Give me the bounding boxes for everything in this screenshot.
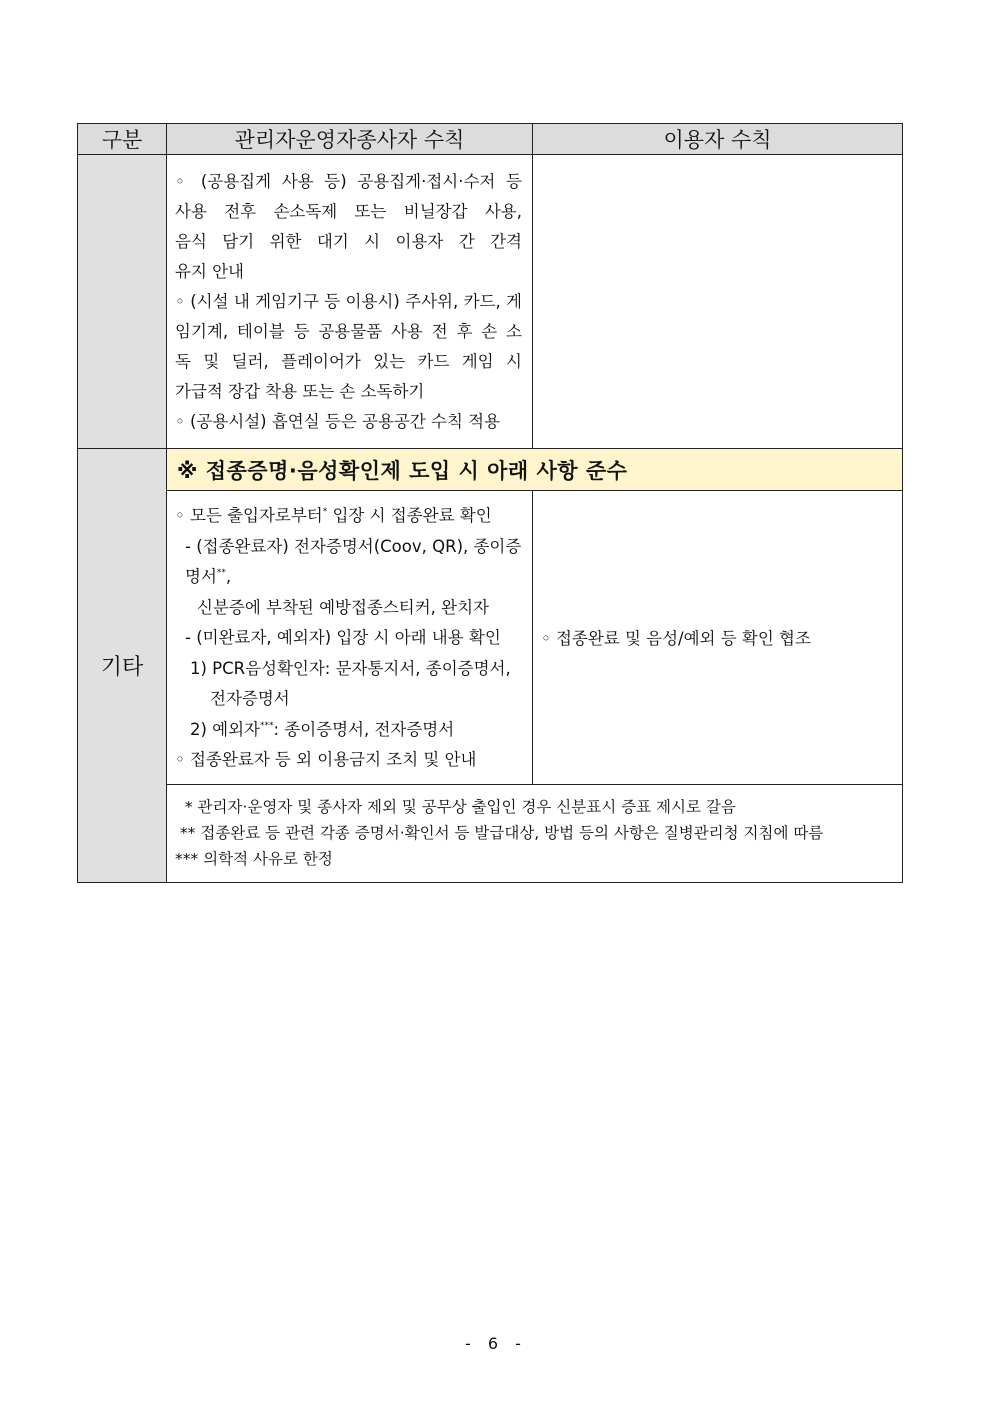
rule-line: 음식 담기 위한 대기 시 이용자 간 간격 <box>175 232 522 251</box>
rule-line-pcr: 1) PCR음성확인자: 문자통지서, 종이증명서, <box>190 658 511 678</box>
section2-operator-cell <box>167 491 533 785</box>
section1-category <box>78 155 167 449</box>
footnote-marker: * <box>322 507 328 517</box>
rule-line-vaccinated <box>175 532 524 593</box>
section1-operator-cell <box>167 155 533 449</box>
header-user-rules: 이용자 수칙 <box>533 124 903 155</box>
rule-line: 사용 전후 손소독제 또는 비닐장갑 사용, <box>175 202 522 221</box>
rule-item-smoking-room <box>175 407 522 437</box>
rule-text: 2) 예외자 <box>190 719 260 739</box>
rule-item-game-equipment <box>175 287 522 407</box>
footnote-1: * 관리자·운영자 및 종사자 제외 및 공무상 출입인 경우 신분표시 증표 제시로 갈음 <box>175 797 736 816</box>
rules-table <box>77 123 903 883</box>
rule-line: ◦ (공용시설) 흡연실 등은 공용공간 수칙 적용 <box>175 412 501 431</box>
footnote-3: *** 의학적 사유로 한정 <box>175 849 333 868</box>
rule-line-exempt <box>175 715 524 746</box>
header-category: 구분 <box>78 124 167 155</box>
rule-line: ◦ (공용집게 사용 등) 공용집게·접시·수저 등 <box>175 172 522 191</box>
section2-category: 기타 <box>78 449 167 883</box>
rule-line: 유지 안내 <box>175 262 245 281</box>
section1-row <box>78 155 903 449</box>
rule-text: : 종이증명서, 전자증명서 <box>273 719 455 739</box>
rule-line-prohibit: ◦ 접종완료자 등 외 이용금지 조치 및 안내 <box>175 750 477 769</box>
rule-item-shared-tongs <box>175 167 522 287</box>
section2-user-cell: ◦ 접종완료 및 음성/예외 등 확인 협조 <box>533 491 903 785</box>
rule-line: 임기계, 테이블 등 공용물품 사용 전 후 손 소 <box>175 322 522 341</box>
rule-line-entry-check <box>175 501 524 532</box>
rule-line: 독 및 딜러, 플레이어가 있는 카드 게임 시 <box>175 352 522 371</box>
rule-text: , <box>225 567 232 586</box>
footnotes-cell <box>167 784 903 882</box>
footnote-marker: ** <box>216 568 226 578</box>
section1-user-cell <box>533 155 903 449</box>
header-operator-rules: 관리자운영자종사자 수칙 <box>167 124 533 155</box>
section2-notice-row <box>78 449 903 491</box>
rule-line: ◦ (시설 내 게임기구 등 이용시) 주사위, 카드, 게 <box>175 292 522 311</box>
section2-rules-row <box>78 491 903 785</box>
rule-line-vaccinated-cont: 신분증에 부착된 예방접종스티커, 완치자 <box>197 597 489 617</box>
page-number: - 6 - <box>465 1334 527 1353</box>
rule-text: ◦ 모든 출입자로부터 <box>175 506 323 525</box>
footnote-2: ** 접종완료 등 관련 각종 증명서·확인서 등 발급대상, 방법 등의 사항은 질병관리청 지침에 따름 <box>175 823 824 842</box>
rule-line-unvaccinated: - (미완료자, 예외자) 입장 시 아래 내용 확인 <box>185 628 501 647</box>
vaccine-pass-notice: ※ 접종증명·음성확인제 도입 시 아래 사항 준수 <box>167 449 903 491</box>
rule-text: - (접종완료자) 전자증명서(Coov, QR), 종이증명서 <box>185 536 522 586</box>
footnotes-row <box>78 784 903 882</box>
rule-line-pcr-cont: 전자증명서 <box>210 689 290 708</box>
rule-line: 가급적 장갑 착용 또는 손 소독하기 <box>175 382 425 401</box>
footnote-marker: *** <box>260 720 274 731</box>
rule-text: 입장 시 접종완료 확인 <box>327 506 492 525</box>
header-row <box>78 124 903 155</box>
